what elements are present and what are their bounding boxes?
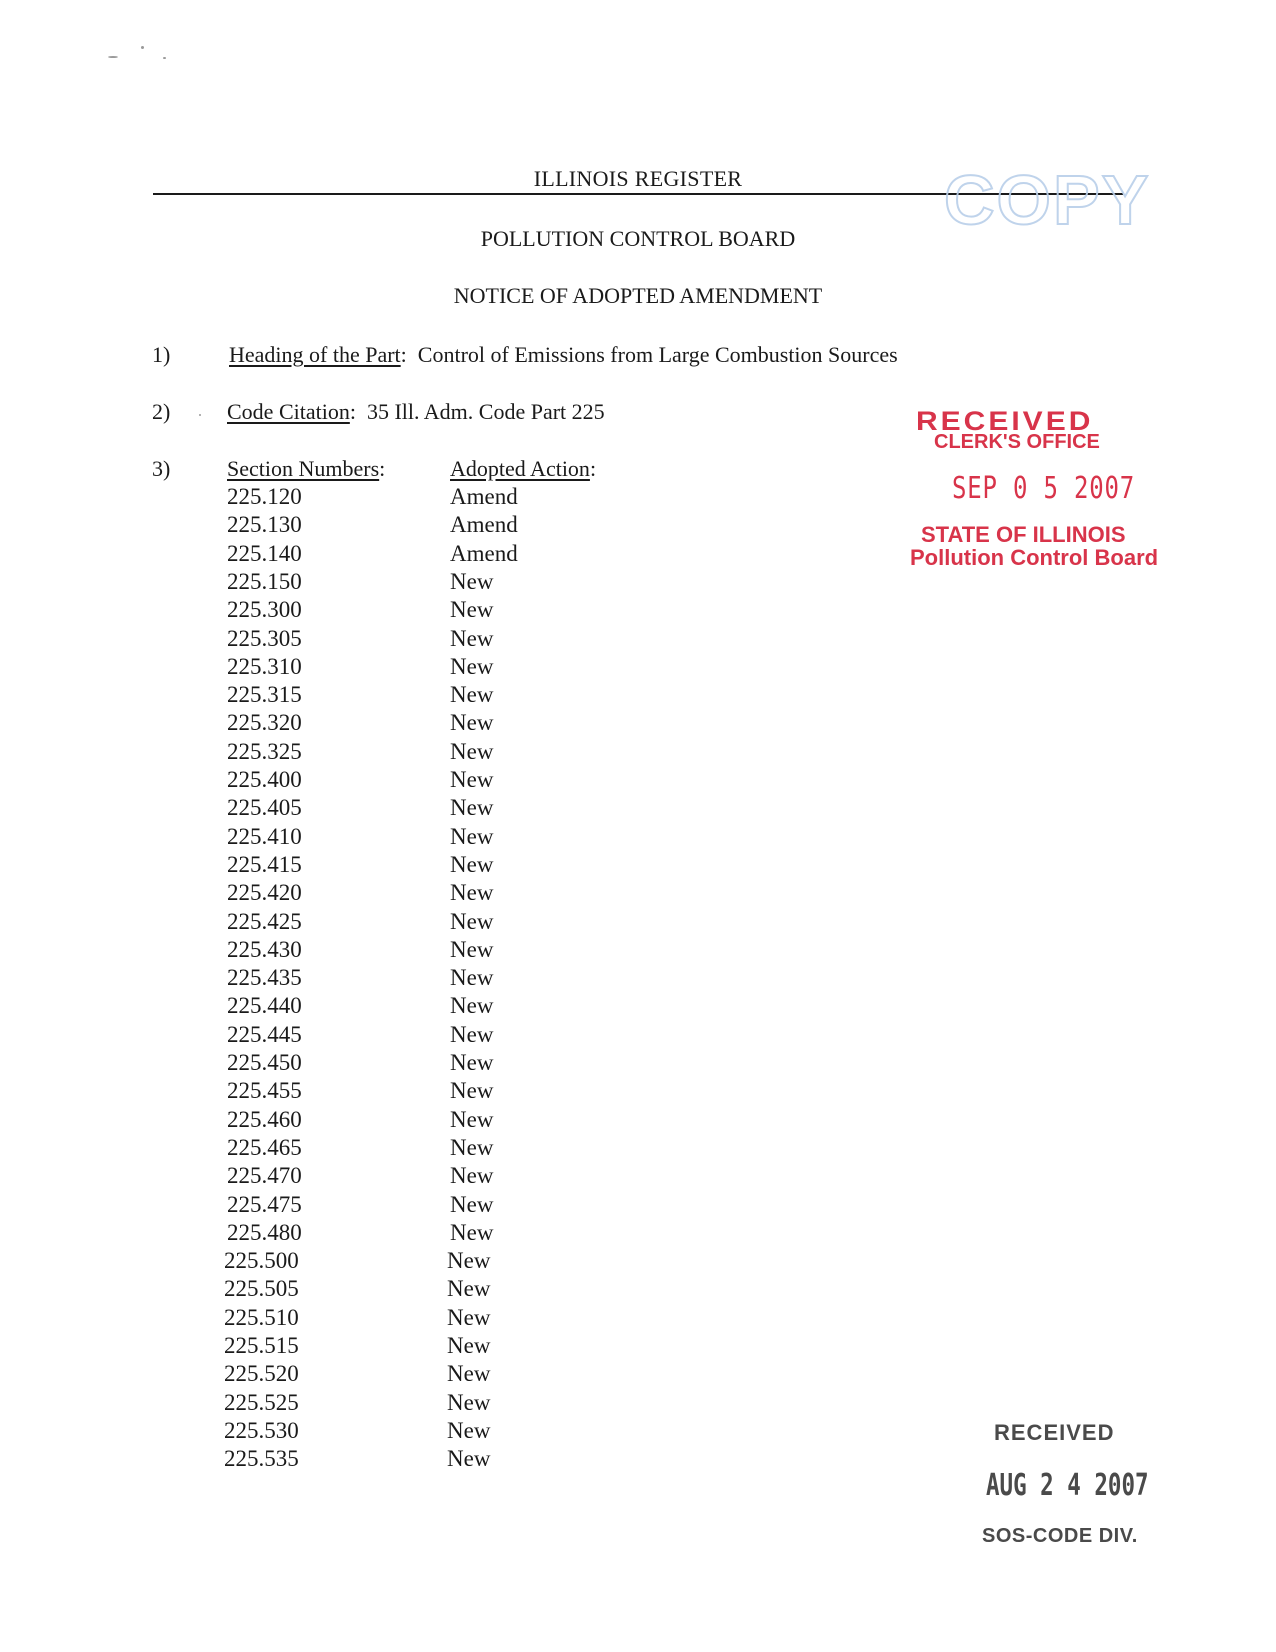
section-number: 225.455 <box>227 1078 302 1103</box>
code-citation: Code Citation: 35 Ill. Adm. Code Part 225 <box>227 399 605 424</box>
section-number: 225.435 <box>227 965 302 990</box>
section-number: 225.420 <box>227 880 302 905</box>
section-action: New <box>450 993 494 1018</box>
section-number: 225.310 <box>227 654 302 679</box>
received-stamp-title: RECEIVED <box>916 406 1094 437</box>
register-title: ILLINOIS REGISTER <box>533 166 743 191</box>
section-action: New <box>450 654 494 679</box>
section-action: New <box>450 1163 494 1188</box>
scan-speck <box>199 414 201 416</box>
section-number: 225.325 <box>227 739 302 764</box>
section-number: 225.405 <box>227 795 302 820</box>
section-number: 225.520 <box>224 1361 299 1386</box>
section-number: 225.470 <box>227 1163 302 1188</box>
section-action: New <box>450 1220 494 1245</box>
section-action: New <box>450 739 494 764</box>
scan-speck <box>141 46 144 49</box>
section-number: 225.475 <box>227 1192 302 1217</box>
section-number: 225.450 <box>227 1050 302 1075</box>
section-action: New <box>450 1192 494 1217</box>
section-action: New <box>450 1022 494 1047</box>
scan-speck <box>163 57 166 59</box>
section-action: New <box>447 1305 491 1330</box>
section-action: New <box>450 965 494 990</box>
adopted-action-header: Adopted Action: <box>450 456 597 481</box>
section-action: New <box>447 1333 491 1358</box>
section-number: 225.515 <box>224 1333 299 1358</box>
section-number: 225.530 <box>224 1418 299 1443</box>
item-number: 1) <box>152 342 171 367</box>
section-number: 225.465 <box>227 1135 302 1160</box>
received-stamp-gray: RECEIVED <box>994 1420 1115 1445</box>
section-number: 225.445 <box>227 1022 302 1047</box>
section-action: Amend <box>450 512 518 537</box>
clerks-office-text: CLERK'S OFFICE <box>934 431 1100 453</box>
section-number: 225.120 <box>227 484 302 509</box>
section-action: New <box>450 1050 494 1075</box>
section-number: 225.525 <box>224 1390 299 1415</box>
heading-of-part: Heading of the Part: Control of Emissions from Large Combustion Sources <box>229 342 898 367</box>
section-numbers-label: Section Numbers <box>227 456 380 481</box>
section-action: New <box>450 767 494 792</box>
heading-value: Control of Emissions from Large Combustion Sources <box>417 342 898 367</box>
section-action: New <box>447 1446 491 1471</box>
received-date-red: SEP 0 5 2007 <box>952 471 1135 506</box>
section-action: New <box>447 1276 491 1301</box>
section-number: 225.315 <box>227 682 302 707</box>
section-numbers-header: Section Numbers: <box>227 456 386 481</box>
item-number: 2) <box>152 399 171 424</box>
section-number: 225.505 <box>224 1276 299 1301</box>
item-number: 3) <box>152 456 171 481</box>
section-action: New <box>450 569 494 594</box>
section-action: New <box>450 937 494 962</box>
section-action: New <box>447 1361 491 1386</box>
section-action: New <box>450 626 494 651</box>
section-action: New <box>450 824 494 849</box>
section-number: 225.130 <box>227 512 302 537</box>
adopted-action-label: Adopted Action <box>450 456 590 481</box>
section-number: 225.305 <box>227 626 302 651</box>
notice-title: NOTICE OF ADOPTED AMENDMENT <box>453 283 823 308</box>
section-number: 225.500 <box>224 1248 299 1273</box>
section-number: 225.425 <box>227 909 302 934</box>
section-action: New <box>450 1078 494 1103</box>
sos-code-div-text: SOS-CODE DIV. <box>982 1525 1138 1547</box>
section-number: 225.415 <box>227 852 302 877</box>
section-number: 225.140 <box>227 541 302 566</box>
section-action: Amend <box>450 484 518 509</box>
section-number: 225.440 <box>227 993 302 1018</box>
citation-value: 35 Ill. Adm. Code Part 225 <box>366 399 605 424</box>
pollution-control-board-text: Pollution Control Board <box>910 545 1159 570</box>
heading-label: Heading of the Part <box>229 342 401 367</box>
section-number: 225.320 <box>227 710 302 735</box>
section-number: 225.535 <box>224 1446 299 1471</box>
section-action: New <box>450 852 494 877</box>
section-action: New <box>450 597 494 622</box>
section-action: New <box>450 1107 494 1132</box>
board-title: POLLUTION CONTROL BOARD <box>480 226 796 251</box>
section-action: New <box>450 795 494 820</box>
section-number: 225.300 <box>227 597 302 622</box>
state-of-illinois-text: STATE OF ILLINOIS <box>921 522 1126 547</box>
section-number: 225.410 <box>227 824 302 849</box>
section-number: 225.460 <box>227 1107 302 1132</box>
section-number: 225.430 <box>227 937 302 962</box>
copy-stamp: COPY <box>944 161 1151 239</box>
section-action: New <box>447 1418 491 1443</box>
section-action: New <box>450 682 494 707</box>
section-action: New <box>447 1248 491 1273</box>
scan-speck <box>108 56 118 58</box>
section-action: New <box>450 880 494 905</box>
section-number: 225.510 <box>224 1305 299 1330</box>
section-number: 225.400 <box>227 767 302 792</box>
section-number: 225.150 <box>227 569 302 594</box>
received-date-gray: AUG 2 4 2007 <box>986 1468 1149 1503</box>
section-action: New <box>450 1135 494 1160</box>
section-number: 225.480 <box>227 1220 302 1245</box>
section-action: Amend <box>450 541 518 566</box>
section-action: New <box>450 909 494 934</box>
citation-label: Code Citation <box>227 399 350 424</box>
section-action: New <box>447 1390 491 1415</box>
section-action: New <box>450 710 494 735</box>
